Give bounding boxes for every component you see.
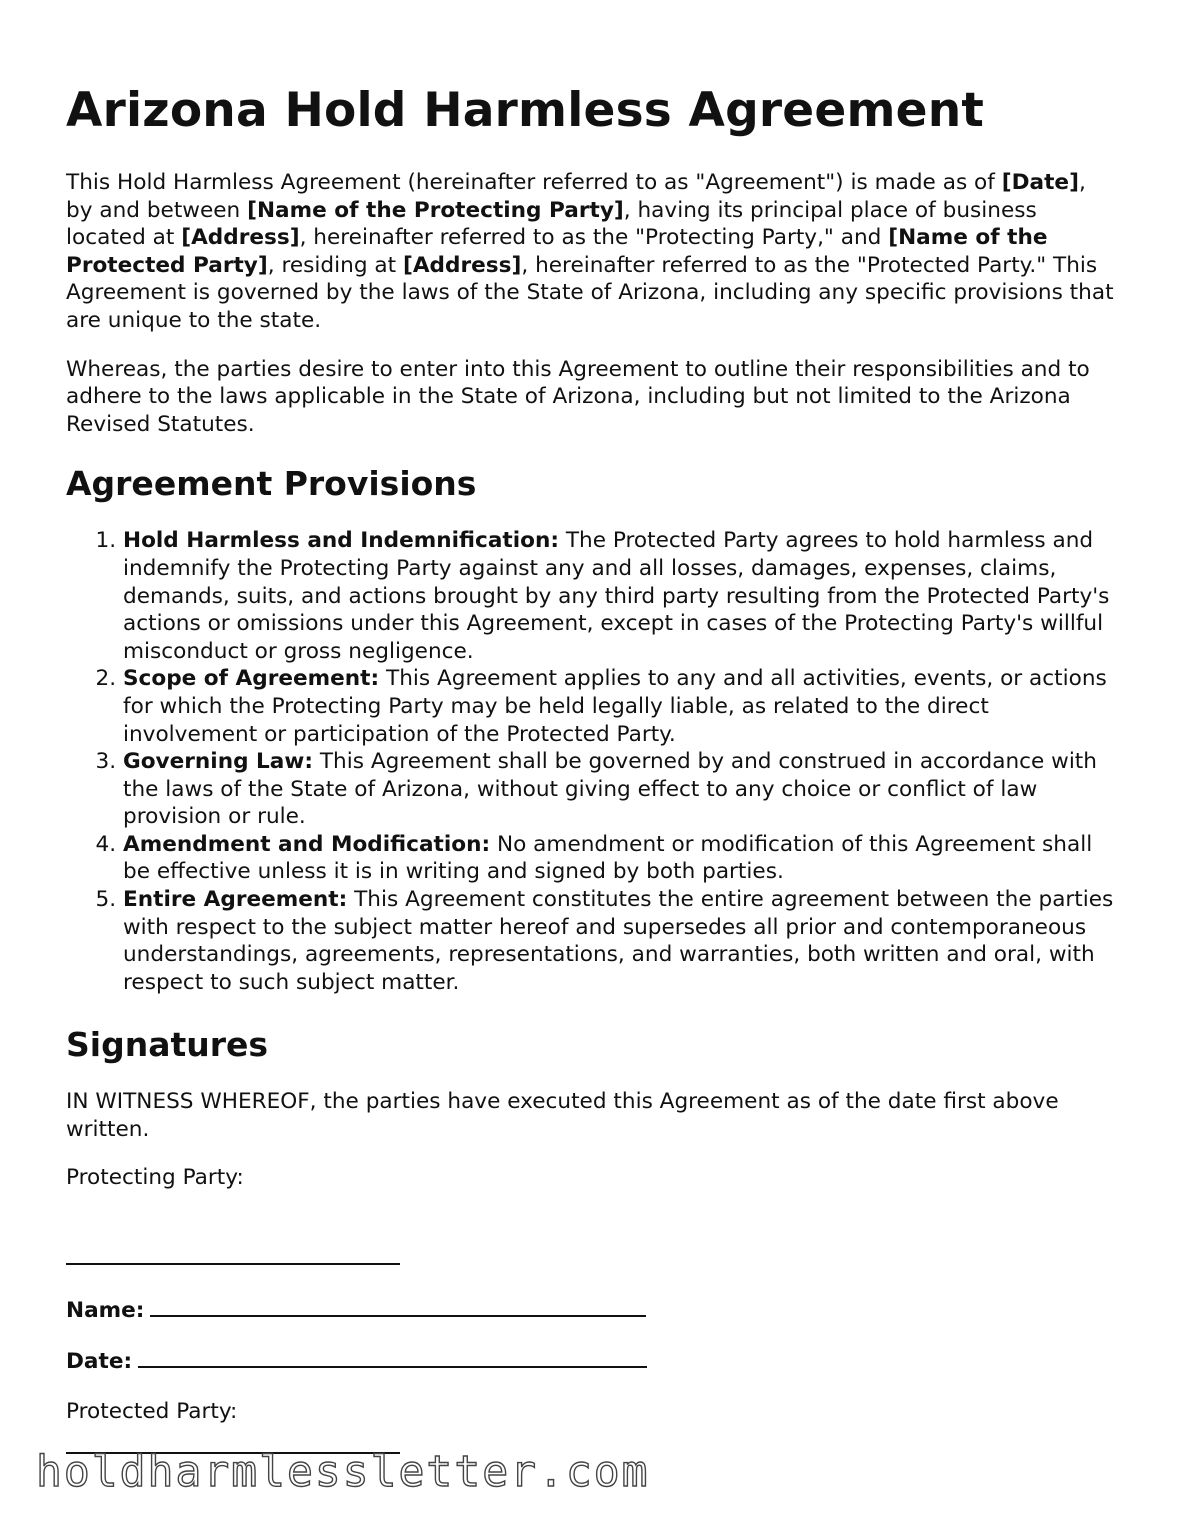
provision-title: Scope of Agreement:	[123, 666, 380, 692]
protected-party-label: Protected Party:	[66, 1399, 238, 1424]
whereas-paragraph: Whereas, the parties desire to enter into this Agreement to outline their responsibilities and to adhere to the laws applicable in the State of Arizona, including but not limited to the Arizona Revised Statutes.	[66, 356, 1090, 437]
provision-text: This Agreement constitutes the entire agreement between the parties with respect to the subject matter hereof and supersedes all prior and contemporaneous understandings, agreements, representations, and warranties, both written and oral, with respect to such subject matter.	[123, 887, 1114, 995]
provision-title: Hold Harmless and Indemnification:	[123, 528, 559, 554]
date-row	[66, 1346, 1116, 1376]
provision-item	[123, 831, 1116, 886]
name-row	[66, 1295, 1116, 1325]
protecting-party-label: Protecting Party:	[66, 1164, 244, 1190]
provision-text: No amendment or modification of this Agreement shall be effective unless it is in writing and signed by both parties.	[123, 831, 1093, 885]
provision-text: This Agreement applies to any and all activities, events, or actions for which the Protecting Party may be held legally liable, as related to the direct involvement or participation of the Protected Party.	[123, 666, 1107, 747]
protecting-signature-row	[66, 1213, 1116, 1273]
provision-title: Entire Agreement:	[123, 887, 348, 913]
date-line[interactable]	[138, 1346, 647, 1368]
provision-text: This Agreement shall be governed by and construed in accordance with the laws of the State of Arizona, without giving effect to any choice or conflict of law provision or rule.	[123, 749, 1097, 830]
document-page	[66, 82, 1116, 1448]
intro-paragraph: This Hold Harmless Agreement (hereinafter referred to as "Agreement") is made as of [Date], by and between [Name of the Protecting Party], having its principal place of business located at [Address], hereinafter referred to as the "Protecting Party," and [Name of the Protected Party], residing at [Address], hereinafter referred to as the "Protected Party." This Agreement is governed by the laws of the State of Arizona, including any specific provisions that are unique to the state.	[66, 170, 1114, 333]
protecting-signature-line[interactable]	[66, 1243, 400, 1265]
provision-item	[123, 748, 1116, 831]
provision-title: Governing Law:	[123, 749, 313, 775]
address-placeholder: [Address]	[181, 225, 300, 251]
provision-text: The Protected Party agrees to hold harmless and indemnify the Protecting Party against any and all losses, damages, expenses, claims, demands, suits, and actions brought by any third party resulting from the Protected Party's actions or omissions under this Agreement, except in cases of the Protecting Party's willful misconduct or gross negligence.	[123, 528, 1110, 664]
provision-item	[123, 527, 1116, 665]
protected-party-name-placeholder: [Name of the Protected Party]	[66, 225, 1048, 278]
watermark: holdharmlessletter.com	[36, 1447, 650, 1497]
document-title: Arizona Hold Harmless Agreement	[66, 83, 985, 138]
signatures-heading: Signatures	[66, 1025, 269, 1065]
name-label: Name:	[66, 1297, 145, 1323]
provision-item	[123, 665, 1116, 748]
date-label: Date:	[66, 1349, 133, 1375]
address-placeholder: [Address]	[402, 252, 522, 278]
protecting-party-name-placeholder: [Name of the Protecting Party]	[247, 197, 624, 223]
name-line[interactable]	[150, 1295, 646, 1317]
provisions-list	[66, 527, 1116, 996]
provision-item	[123, 886, 1116, 996]
witness-paragraph: IN WITNESS WHEREOF, the parties have executed this Agreement as of the date first above written.	[66, 1089, 1059, 1143]
provisions-heading: Agreement Provisions	[66, 464, 477, 504]
date-placeholder: [Date]	[1001, 170, 1079, 195]
provision-title: Amendment and Modification:	[123, 831, 491, 857]
